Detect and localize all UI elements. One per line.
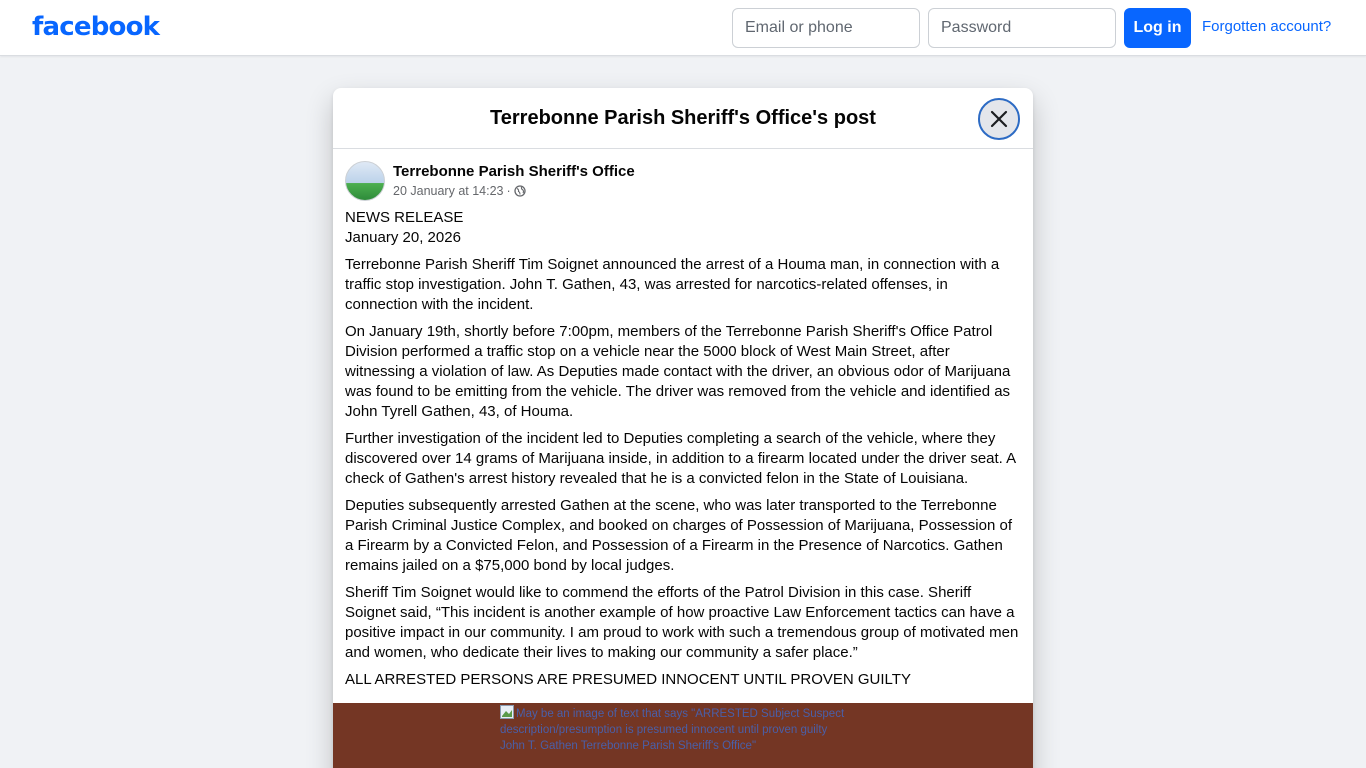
facebook-logo[interactable]: facebook (32, 12, 160, 42)
post-paragraph: Terrebonne Parish Sheriff Tim Soignet announced the arrest of a Houma man, in connection with a traffic stop investigation. John T. Gathen, 43, was arrested for narcotics-related offenses, in connection with the incident. (345, 256, 1000, 313)
page-avatar[interactable] (345, 161, 385, 201)
post-paragraph: NEWS RELEASE January 20, 2026 (345, 209, 464, 246)
post-header (333, 149, 1033, 205)
post-author-name[interactable]: Terrebonne Parish Sheriff's Office (393, 163, 635, 180)
post-dialog (333, 88, 1033, 768)
post-paragraph: On January 19th, shortly before 7:00pm, members of the Terrebonne Parish Sheriff's Office Patrol Division performed a traffic stop on a vehicle near the 5000 block of West Main Street, after witnessing a violation of law. As Deputies made contact with the driver, an obvious odor of Marijuana was found to be emitting from the vehicle. The driver was removed from the vehicle and identified as John Tyrell Gathen, 43, of Houma. (345, 323, 1011, 420)
log-in-button[interactable]: Log in (1124, 8, 1191, 48)
post-text (333, 205, 1033, 690)
dialog-title: Terrebonne Parish Sheriff's Office's post (490, 107, 876, 129)
close-icon (990, 110, 1008, 128)
post-timestamp[interactable]: 20 January at 14:23 (393, 184, 504, 198)
dialog-header (333, 88, 1033, 149)
top-navigation-bar (0, 0, 1366, 56)
email-or-phone-input[interactable] (732, 8, 920, 48)
post-meta (393, 184, 526, 198)
meta-separator: · (506, 184, 511, 198)
post-paragraph: Sheriff Tim Soignet would like to commend the efforts of the Patrol Division in this case. Sheriff Soignet said, “This incident is another example of how proactive Law Enforcement tactics can have a positive impact in our community. I am proud to work with such a tremendous group of motivated men and women, who dedicate their lives to making our community a safer place.” (345, 584, 1019, 661)
globe-icon (514, 185, 526, 197)
password-input[interactable] (928, 8, 1116, 48)
broken-image-icon (500, 705, 514, 719)
broken-image-alt-text: May be an image of text that says "ARRESTED Subject Suspect description/presumption is presumed innocent until proven guilty John T. Gathen Terrebonne Parish Sheriff's Office" (500, 705, 845, 754)
forgotten-account-link[interactable]: Forgotten account? (1202, 18, 1332, 35)
post-paragraph: Further investigation of the incident led to Deputies completing a search of the vehicle, where they discovered over 14 grams of Marijuana inside, in addition to a firearm located under the driver seat. A check of Gathen's arrest history revealed that he is a convicted felon in the State of Louisiana. (345, 430, 1016, 487)
close-button[interactable] (978, 98, 1020, 140)
post-paragraph: Deputies subsequently arrested Gathen at the scene, who was later transported to the Terrebonne Parish Criminal Justice Complex, and booked on charges of Possession of Marijuana, Possession of a Firearm by a Convicted Felon, and Possession of a Firearm in the Presence of Narcotics. Gathen remains jailed on a $75,000 bond by local judges. (345, 497, 1013, 574)
post-image[interactable] (333, 703, 1033, 768)
post-paragraph: ALL ARRESTED PERSONS ARE PRESUMED INNOCENT UNTIL PROVEN GUILTY (345, 671, 911, 688)
